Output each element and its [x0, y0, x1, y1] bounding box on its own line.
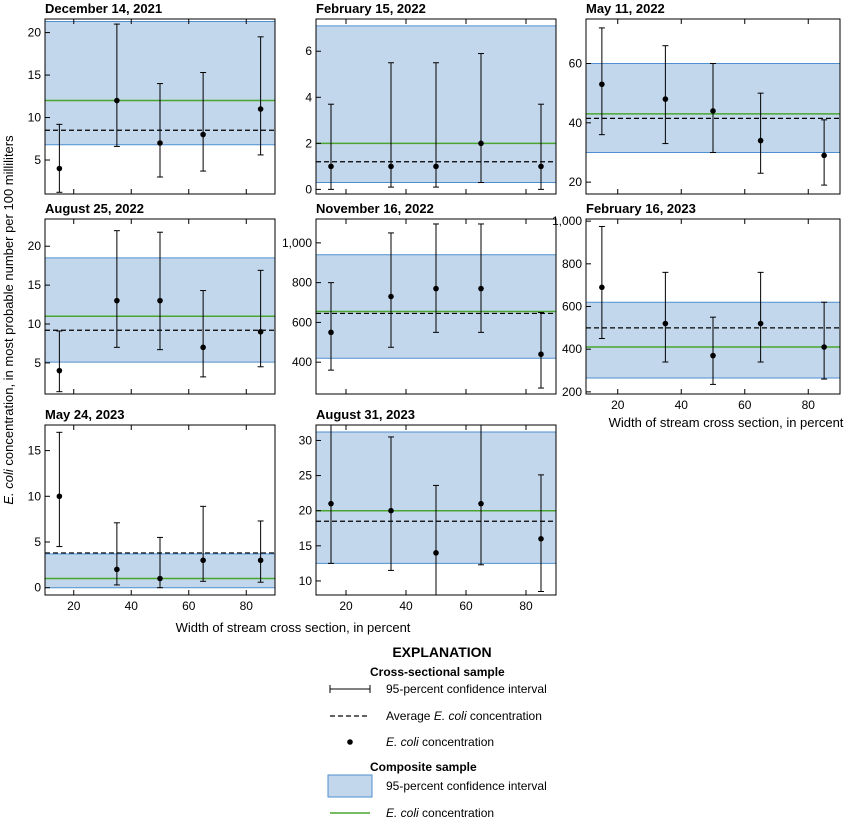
chart-panel-7 [28, 407, 275, 613]
x-tick-label: 40 [124, 599, 138, 613]
y-tick-label: 5 [34, 153, 41, 168]
y-tick-label: 30 [298, 433, 312, 448]
x-axis-label: Width of stream cross section, in percent [175, 620, 411, 635]
data-point [328, 164, 334, 170]
x-tick-label: 60 [738, 398, 752, 412]
data-point [538, 351, 544, 357]
y-tick-label: 200 [561, 384, 582, 399]
data-point [599, 284, 605, 290]
panel-title: November 16, 2022 [316, 201, 434, 216]
data-point [114, 298, 120, 304]
y-tick-label: 600 [291, 315, 312, 330]
x-tick-label: 60 [182, 599, 196, 613]
x-tick-label: 20 [67, 599, 81, 613]
data-point [663, 96, 669, 102]
data-point [663, 321, 669, 327]
panel-title: February 16, 2023 [586, 201, 696, 216]
data-point [157, 140, 163, 146]
legend-composite-conc-label: E. coli concentration [386, 806, 495, 820]
legend-concentration-marker [347, 739, 353, 745]
chart-panel-6 [552, 201, 840, 412]
y-tick-label: 1,000 [551, 214, 582, 229]
y-tick-label: 40 [568, 115, 582, 130]
x-tick-label: 80 [239, 599, 253, 613]
y-tick-label: 20 [568, 175, 582, 190]
y-tick-label: 15 [27, 68, 41, 83]
data-point [57, 493, 63, 499]
x-tick-label: 20 [339, 599, 353, 613]
y-tick-label: 10 [27, 110, 41, 125]
y-tick-label: 20 [27, 25, 41, 40]
data-point [258, 329, 264, 335]
panel-title: May 24, 2023 [45, 407, 125, 422]
data-point [433, 550, 439, 556]
panel-title: May 11, 2022 [586, 1, 665, 16]
legend-ci-label: 95-percent confidence interval [386, 682, 547, 696]
legend-concentration-label: E. coli concentration [386, 735, 495, 749]
chart-panel-3 [569, 1, 840, 194]
data-point [478, 286, 484, 292]
y-tick-label: 4 [305, 90, 312, 105]
y-tick-label: 15 [298, 538, 312, 553]
data-point [258, 106, 264, 112]
data-point [538, 164, 544, 170]
y-tick-label: 0 [34, 580, 41, 595]
chart-panel-4 [28, 201, 275, 394]
data-point [758, 138, 764, 144]
y-tick-label: 15 [27, 443, 41, 458]
x-tick-label: 80 [519, 599, 533, 613]
y-tick-label: 800 [561, 256, 582, 271]
y-tick-label: 6 [305, 44, 312, 59]
legend-composite-ci-swatch [328, 775, 372, 797]
y-tick-label: 600 [561, 299, 582, 314]
legend-ci-symbol [330, 685, 370, 693]
legend-average-label: Average E. coli concentration [386, 709, 542, 723]
data-point [433, 286, 439, 292]
data-point [114, 567, 120, 573]
y-tick-label: 20 [298, 503, 312, 518]
data-point [388, 294, 394, 300]
y-tick-label: 10 [27, 489, 41, 504]
y-tick-label: 1,000 [281, 235, 312, 250]
legend-composite-ci-label: 95-percent confidence interval [386, 779, 547, 793]
y-tick-label: 60 [568, 56, 582, 71]
data-point [57, 368, 63, 374]
panel-title: February 15, 2022 [316, 1, 426, 16]
panel-title: August 31, 2023 [316, 407, 415, 422]
legend-composite-title: Composite sample [370, 760, 477, 774]
y-tick-label: 5 [34, 355, 41, 370]
data-point [710, 108, 716, 114]
panels [28, 1, 840, 613]
legend-cross-title: Cross-sectional sample [370, 665, 505, 679]
y-tick-label: 15 [27, 278, 41, 293]
x-tick-label: 40 [399, 599, 413, 613]
data-point [758, 321, 764, 327]
data-point [328, 330, 334, 336]
data-point [538, 536, 544, 542]
panel-title: December 14, 2021 [45, 1, 163, 16]
data-point [478, 141, 484, 147]
data-point [57, 166, 63, 172]
y-tick-label: 800 [291, 275, 312, 290]
data-point [258, 557, 264, 563]
y-tick-label: 0 [305, 182, 312, 197]
x-tick-label: 40 [674, 398, 688, 412]
data-point [710, 353, 716, 359]
chart-panel-8 [299, 407, 556, 613]
data-point [478, 501, 484, 507]
data-point [114, 98, 120, 104]
x-tick-label: 20 [611, 398, 625, 412]
y-axis-label: E. coli concentration, in most probable number per 100 milliliters [1, 135, 16, 505]
data-point [433, 164, 439, 170]
data-point [200, 345, 206, 351]
y-tick-label: 25 [298, 468, 312, 483]
y-tick-label: 20 [27, 239, 41, 254]
chart-panel-2 [305, 1, 556, 196]
data-point [821, 153, 827, 159]
y-tick-label: 400 [291, 355, 312, 370]
x-tick-label: 80 [801, 398, 815, 412]
x-axis-label-right: Width of stream cross section, in percent [608, 415, 844, 430]
y-tick-label: 10 [27, 317, 41, 331]
data-point [328, 501, 334, 507]
legend-title: EXPLANATION [392, 644, 492, 660]
y-tick-label: 2 [305, 136, 312, 151]
chart-panel-5 [282, 201, 556, 394]
legend [328, 644, 547, 820]
data-point [388, 508, 394, 514]
data-point [821, 344, 827, 350]
x-tick-label: 60 [459, 599, 473, 613]
y-tick-label: 5 [34, 534, 41, 549]
chart-panel-1 [28, 1, 275, 194]
data-point [157, 576, 163, 582]
y-tick-label: 400 [561, 342, 582, 357]
data-point [599, 81, 605, 87]
data-point [388, 164, 394, 170]
data-point [200, 132, 206, 138]
data-point [157, 298, 163, 304]
panel-title: August 25, 2022 [45, 201, 144, 216]
y-tick-label: 10 [298, 573, 312, 588]
data-point [200, 557, 206, 563]
